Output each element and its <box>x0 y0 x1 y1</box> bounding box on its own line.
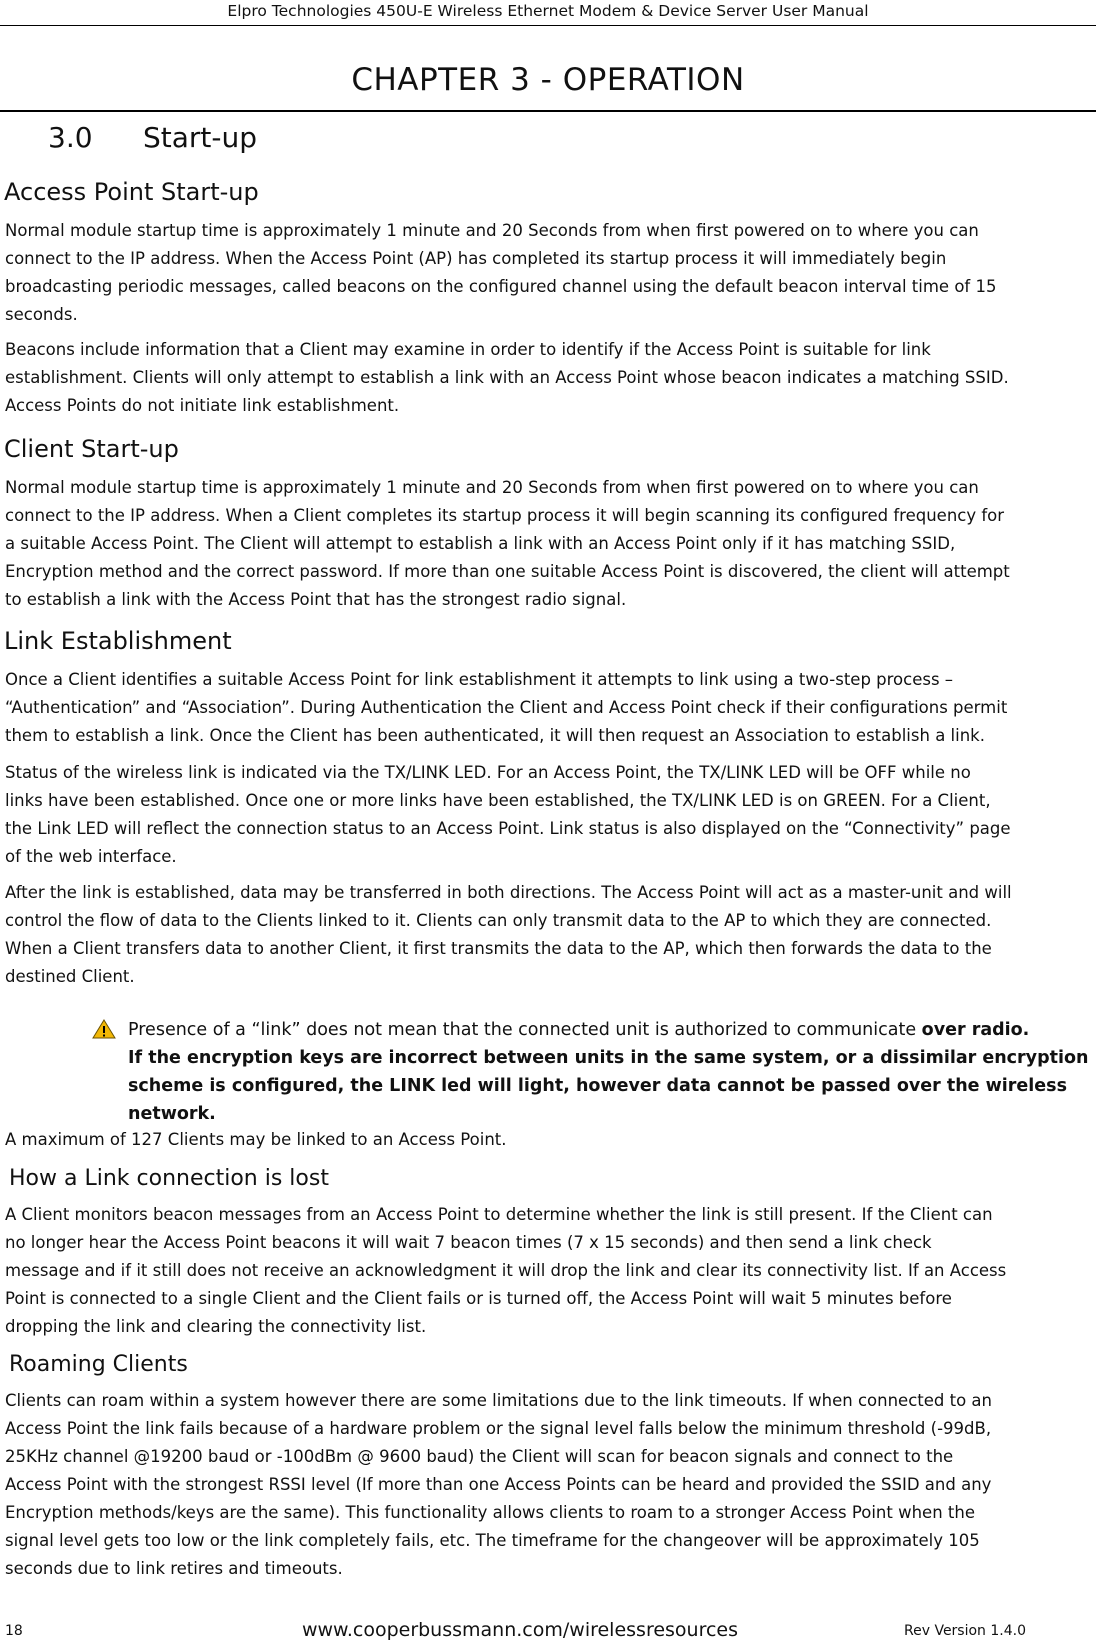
text-line: a suitable Access Point. The Client will attempt to establish a link with an Access Point only if it has matching SSID, <box>5 534 956 553</box>
text-line: A maximum of 127 Clients may be linked to an Access Point. <box>5 1130 507 1149</box>
text-line: connect to the IP address. When the Access Point (AP) has completed its startup process it will immediately begin <box>5 249 947 268</box>
paragraph-client-startup <box>5 474 1093 614</box>
paragraph-two-step-process <box>5 666 1093 750</box>
section-number: 3.0 <box>48 121 93 154</box>
text-line: the Link LED will reflect the connection status to an Access Point. Link status is also displayed on the “Connectivity” page <box>5 819 1011 838</box>
text-line: broadcasting periodic messages, called beacons on the configured channel using the default beacon interval time of 15 <box>5 277 997 296</box>
warning-note <box>128 1016 1088 1128</box>
text-line: Once a Client identifies a suitable Access Point for link establishment it attempts to link using a two-step process – <box>5 670 954 689</box>
warning-icon <box>92 1019 116 1039</box>
heading-access-point-startup: Access Point Start-up <box>4 178 259 206</box>
text-line: destined Client. <box>5 967 135 986</box>
text-line: establishment. Clients will only attempt to establish a link with an Access Point whose beacon indicates a matching SSID. <box>5 368 1009 387</box>
text-line: Access Points do not initiate link establishment. <box>5 396 400 415</box>
running-header: Elpro Technologies 450U-E Wireless Ethernet Modem & Device Server User Manual <box>0 0 1096 26</box>
paragraph-data-transfer <box>5 879 1093 991</box>
text-line: Normal module startup time is approximately 1 minute and 20 Seconds from when first powered on to where you can <box>5 478 979 497</box>
text-line: links have been established. Once one or more links have been established, the TX/LINK LED is on GREEN. For a Client, <box>5 791 991 810</box>
text-line: seconds due to link retires and timeouts. <box>5 1559 343 1578</box>
text-line: Access Point with the strongest RSSI level (If more than one Access Points can be heard and provided the SSID and any <box>5 1475 992 1494</box>
text-line: message and if it still does not receive an acknowledgment it will drop the link and clear its connectivity list. If an Access <box>5 1261 1007 1280</box>
text-line: them to establish a link. Once the Client has been authenticated, it will then request an Association to establish a link. <box>5 726 985 745</box>
paragraph-max-clients <box>5 1126 1093 1154</box>
text-line: Encryption method and the correct password. If more than one suitable Access Point is discovered, the client will attempt <box>5 562 1010 581</box>
note-normal-text: Presence of a “link” does not mean that the connected unit is authorized to communicate <box>128 1020 922 1040</box>
text-line: A Client monitors beacon messages from an Access Point to determine whether the link is still present. If the Client can <box>5 1205 993 1224</box>
note-bold-text: network. <box>128 1104 216 1124</box>
text-line: to establish a link with the Access Point that has the strongest radio signal. <box>5 590 627 609</box>
text-line: After the link is established, data may be transferred in both directions. The Access Point will act as a master-unit and will <box>5 883 1012 902</box>
text-line: connect to the IP address. When a Client completes its startup process it will begin scanning its configured frequency for <box>5 506 1005 525</box>
chapter-title: CHAPTER 3 - OPERATION <box>0 60 1096 112</box>
footer-url-link[interactable]: www.cooperbussmann.com/wirelessresources <box>301 1619 739 1641</box>
text-line: Normal module startup time is approximately 1 minute and 20 Seconds from when first powered on to where you can <box>5 221 979 240</box>
paragraph-roaming <box>5 1387 1093 1583</box>
text-line: Status of the wireless link is indicated via the TX/LINK LED. For an Access Point, the TX/LINK LED will be OFF while no <box>5 763 971 782</box>
heading-roaming-clients: Roaming Clients <box>9 1352 188 1377</box>
revision-label: Rev Version 1.4.0 <box>904 1623 1027 1639</box>
text-line: of the web interface. <box>5 847 177 866</box>
paragraph-ap-startup-time <box>5 217 1093 329</box>
note-bold-text: scheme is configured, the LINK led will light, however data cannot be passed over the wireless <box>128 1076 1067 1096</box>
heading-link-establishment: Link Establishment <box>4 627 232 655</box>
paragraph-beacons <box>5 336 1093 420</box>
text-line: “Authentication” and “Association”. During Authentication the Client and Access Point check if their configurations permit <box>5 698 1008 717</box>
text-line: When a Client transfers data to another Client, it first transmits the data to the AP, which then forwards the data to the <box>5 939 992 958</box>
heading-link-lost: How a Link connection is lost <box>9 1166 329 1191</box>
text-line: dropping the link and clearing the connectivity list. <box>5 1317 427 1336</box>
note-bold-text: over radio. <box>921 1020 1030 1040</box>
text-line: no longer hear the Access Point beacons it will wait 7 beacon times (7 x 15 seconds) and then send a link check <box>5 1233 932 1252</box>
text-line: 25KHz channel @19200 baud or -100dBm @ 9600 baud) the Client will scan for beacon signals and connect to the <box>5 1447 954 1466</box>
section-title: Start-up <box>143 121 258 154</box>
paragraph-link-lost <box>5 1201 1093 1341</box>
text-line: seconds. <box>5 305 78 324</box>
text-line: Beacons include information that a Client may examine in order to identify if the Access Point is suitable for link <box>5 340 931 359</box>
text-line: signal level gets too low or the link completely fails, etc. The timeframe for the changeover will be approximately 105 <box>5 1531 980 1550</box>
note-bold-text: If the encryption keys are incorrect between units in the same system, or a dissimilar encryption <box>128 1048 1089 1068</box>
paragraph-link-status <box>5 759 1093 871</box>
text-line: Encryption methods/keys are the same). This functionality allows clients to roam to a stronger Access Point when the <box>5 1503 975 1522</box>
heading-client-startup: Client Start-up <box>4 435 179 463</box>
text-line: Point is connected to a single Client and the Client fails or is turned off, the Access Point will wait 5 minutes before <box>5 1289 952 1308</box>
text-line: Access Point the link fails because of a hardware problem or the signal level falls below the minimum threshold (-99dB, <box>5 1419 992 1438</box>
page-number: 18 <box>5 1623 23 1639</box>
text-line <box>128 1016 1088 1044</box>
text-line: Clients can roam within a system however there are some limitations due to the link timeouts. If when connected to an <box>5 1391 992 1410</box>
text-line: control the flow of data to the Clients linked to it. Clients can only transmit data to the AP to which they are connected. <box>5 911 992 930</box>
